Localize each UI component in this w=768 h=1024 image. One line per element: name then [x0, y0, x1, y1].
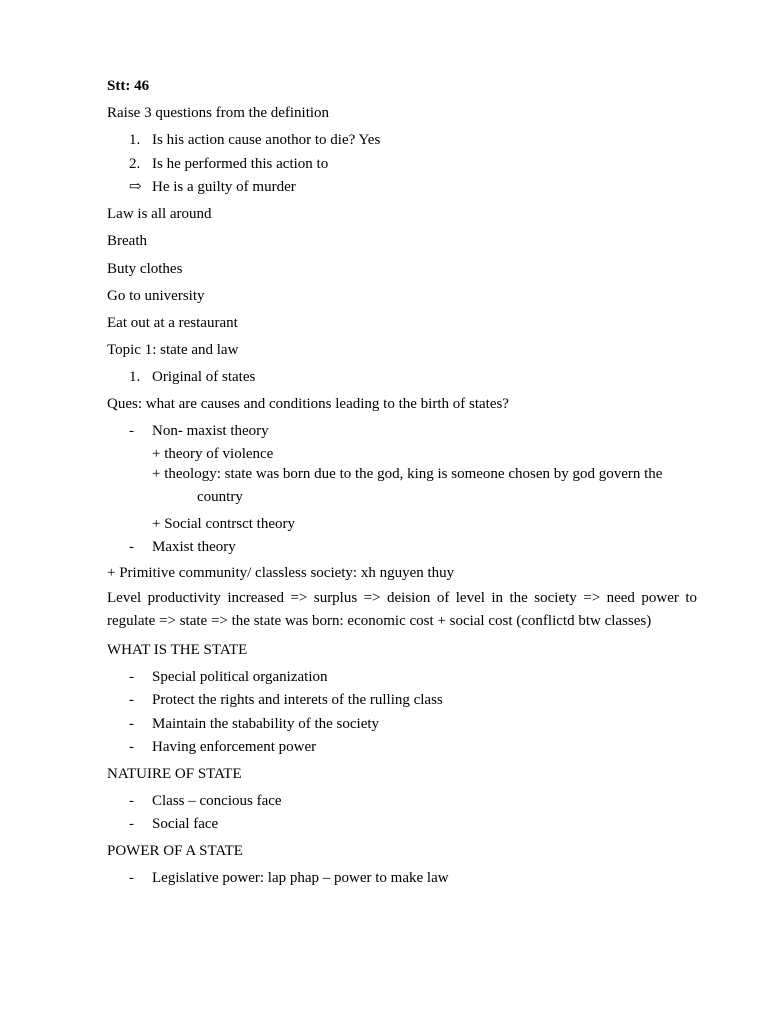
question-marker: 1. — [129, 132, 141, 148]
theory-item: + theory of violence — [152, 446, 274, 462]
bullet-dash: - — [129, 793, 134, 809]
intro-line: Raise 3 questions from the definition — [107, 105, 330, 121]
bullet-dash: - — [129, 692, 134, 708]
law-line: Breath — [107, 233, 147, 249]
law-line: Law is all around — [107, 206, 212, 222]
bullet-dash: - — [129, 716, 134, 732]
theory-item: + Social contrsct theory — [152, 516, 296, 532]
bullet-dash: - — [129, 870, 134, 886]
arrow-icon: ⇨ — [129, 179, 142, 195]
nature-item: Class – concious face — [152, 793, 282, 809]
question-item: Is he performed this action to — [152, 156, 329, 172]
law-line: Eat out at a restaurant — [107, 315, 238, 331]
theology-text: + theology: state was born due to the god, king is someone chosen by god govern the — [152, 466, 663, 482]
topic-item: Original of states — [152, 369, 256, 385]
state-item: Having enforcement power — [152, 739, 317, 755]
section-heading-power: POWER OF A STATE — [107, 843, 243, 859]
bullet-dash: - — [129, 423, 134, 439]
question-item: Is his action cause anothor to die? Yes — [152, 132, 381, 148]
section-heading-state: WHAT IS THE STATE — [107, 642, 248, 658]
theology-continuation: country — [197, 489, 243, 505]
page-heading: Stt: 46 — [107, 78, 150, 94]
section-heading-nature: NATUIRE OF STATE — [107, 766, 242, 782]
non-maxist-title: Non- maxist theory — [152, 423, 269, 439]
question-marker: 2. — [129, 156, 141, 172]
question-line: Ques: what are causes and conditions leading to the birth of states? — [107, 396, 509, 412]
bullet-dash: - — [129, 816, 134, 832]
power-item: Legislative power: lap phap – power to make law — [152, 870, 449, 886]
theory-item-theology — [152, 463, 697, 509]
topic-item-marker: 1. — [129, 369, 141, 385]
primitive-line: + Primitive community/ classless society: xh nguyen thuy — [107, 565, 455, 581]
state-item: Special political organization — [152, 669, 328, 685]
bullet-dash: - — [129, 669, 134, 685]
level-paragraph: Level productivity increased => surplus => deision of level in the society => need power to regulate => state => the state was born: economic cost + social cost (conflictd btw classes) — [107, 590, 697, 629]
bullet-dash: - — [129, 739, 134, 755]
state-item: Protect the rights and interets of the rulling class — [152, 692, 443, 708]
nature-item: Social face — [152, 816, 219, 832]
topic-heading: Topic 1: state and law — [107, 342, 239, 358]
bullet-dash: - — [129, 539, 134, 555]
conclusion-item: He is a guilty of murder — [152, 179, 296, 195]
law-line: Buty clothes — [107, 261, 183, 277]
law-line: Go to university — [107, 288, 205, 304]
maxist-title: Maxist theory — [152, 539, 236, 555]
state-item: Maintain the stabability of the society — [152, 716, 380, 732]
